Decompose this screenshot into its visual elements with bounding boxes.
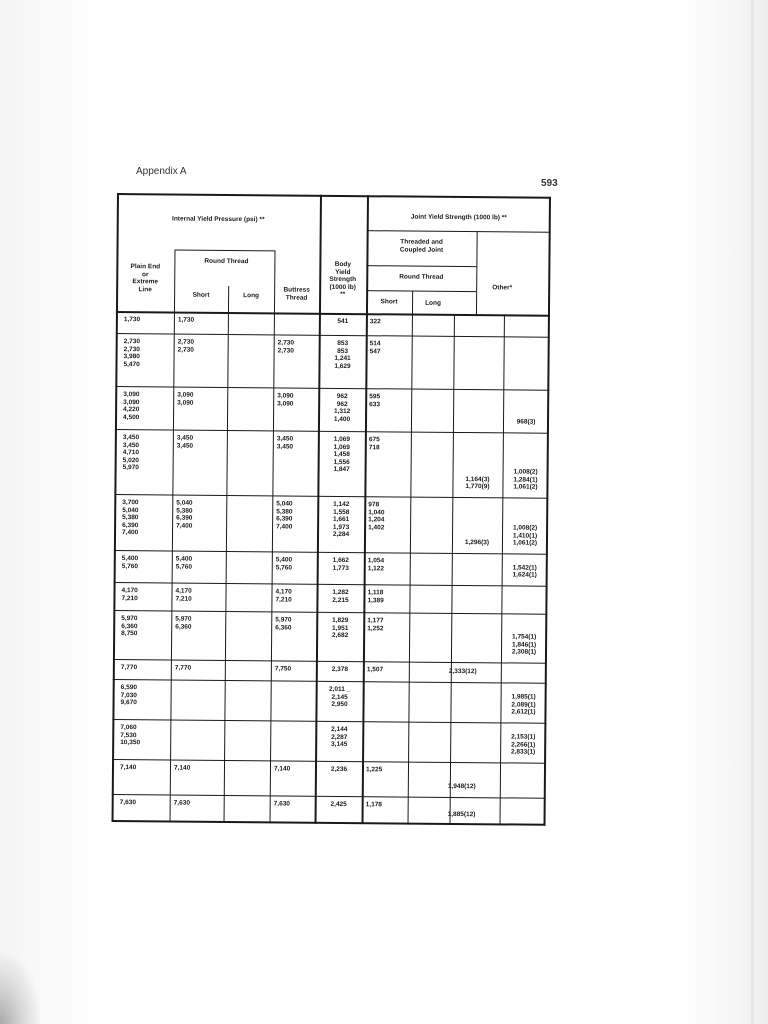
header-threaded-coupled: Threaded and Coupled Joint: [399, 238, 444, 254]
col-rule-short: [170, 250, 176, 823]
cell-short: 2,730 2,730: [177, 338, 195, 354]
cell-plain: 7,770: [120, 664, 138, 672]
cell-jshort: 675 718: [368, 436, 380, 451]
cell-buttress: 7,140: [273, 765, 291, 773]
cell-short: 7,770: [174, 664, 192, 672]
cell-plain: 3,700 5,040 5,380 6,390 7,400: [122, 499, 139, 537]
cell-plain: 3,090 3,090 4,220 4,500: [123, 391, 140, 421]
row-rule: [115, 386, 549, 391]
cell-body: 853 853 1,241 1,629: [334, 339, 351, 370]
cell-other2: 1,296(3): [464, 539, 490, 547]
cell-body: 2,011 _ 2,145 2,950: [328, 685, 351, 709]
cell-short: 5,040 5,380 6,390 7,400: [176, 499, 193, 530]
cell-plain: 6,590 7,030 9,670: [120, 684, 137, 707]
header-short: Short: [192, 291, 210, 299]
cell-buttress: 2,730 2,730: [277, 339, 295, 355]
cell-body: 2,378: [331, 665, 349, 674]
col-rule-buttress: [270, 250, 276, 823]
cell-short: 5,970 6,360: [175, 615, 192, 631]
row-rule: [112, 759, 546, 764]
row-rule: [114, 550, 548, 555]
cell-short: 4,170 7,210: [175, 587, 192, 603]
cell-buttress: 5,970 6,360: [275, 616, 292, 632]
cell-plain: 5,400 5,760: [121, 555, 139, 570]
header-jy-long: Long: [425, 299, 442, 307]
cell-buttress: 7,750: [274, 665, 292, 673]
row-rule: [113, 659, 547, 664]
cell-other1: 1,948(12): [447, 783, 476, 791]
cell-buttress: 4,170 7,210: [275, 588, 292, 604]
cell-body: 1,282 2,215: [332, 588, 349, 604]
row-rule: [113, 610, 547, 615]
cell-short: 5,400 5,760: [175, 555, 193, 571]
cell-other2: 1,164(3) 1,770(9): [465, 475, 490, 491]
row-rule: [114, 494, 548, 499]
cell-body: 2,425: [330, 800, 347, 809]
cell-short: 1,730: [177, 316, 195, 324]
cell-jshort: 514 547: [369, 340, 381, 355]
cell-plain: 4,170 7,210: [121, 587, 138, 602]
cell-body: 1,069 1,069 1,458 1,556 1,847: [333, 435, 351, 474]
col-rule-other1: [449, 314, 454, 825]
cell-other3: 1,008(2) 1,284(1) 1,061(2): [513, 468, 538, 492]
cell-other3: 1,754(1) 1,846(1) 2,308(1): [511, 633, 537, 657]
row-rule: [113, 679, 547, 684]
cell-jshort: 595 633: [369, 393, 381, 408]
row-rule: [114, 582, 548, 587]
row-rule: [112, 794, 546, 799]
header-buttress: Buttress Thread: [283, 286, 310, 302]
header-internal-yield: Internal Yield Pressure (psi) **: [171, 215, 265, 224]
row-rule: [112, 719, 546, 724]
header-joint-yield: Joint Yield Strength (1000 lb) **: [410, 213, 507, 222]
cell-buttress: 3,450 3,450: [276, 435, 294, 451]
cell-plain: 5,970 6,360 8,750: [121, 615, 138, 638]
cell-jshort: 1,507: [366, 666, 384, 674]
threaded-coupled-right-rule: [476, 231, 478, 316]
cell-short: 7,140: [173, 764, 191, 772]
cell-body: 2,144 2,287 3,145: [331, 725, 348, 749]
data-table: [112, 193, 551, 826]
cell-other1: 2,333(12): [448, 668, 477, 676]
cell-jshort: 1,178: [365, 801, 382, 809]
header-round-thread: Round Thread: [204, 257, 249, 266]
cell-plain: 3,450 3,450 4,710 5,020 5,970: [122, 434, 140, 472]
header-jy-round-thread: Round Thread: [399, 273, 444, 281]
cell-other3: 1,542(1) 1,624(1): [512, 564, 537, 580]
cell-buttress: 7,630: [273, 800, 290, 808]
cell-body: 1,142 1,558 1,661 1,973 2,284: [332, 500, 350, 539]
cell-jshort: 978 1,040 1,204 1,402: [368, 501, 385, 532]
row-rule: [116, 333, 550, 338]
threaded-coupled-rule: [366, 265, 476, 267]
cell-other3: 1,985(1) 2,089(1) 2,612(1): [511, 693, 536, 717]
col-rule-long: [224, 286, 230, 823]
row-rule: [115, 429, 549, 434]
cell-short: 3,450 3,450: [176, 434, 194, 450]
cell-body: 1,829 1,951 2,682: [331, 616, 349, 640]
cell-jshort: 1,225: [365, 766, 383, 774]
col-rule-jlong: [407, 291, 413, 825]
cell-plain: 7,140: [119, 764, 137, 772]
cell-jshort: 322: [369, 318, 381, 326]
cell-body: 541: [337, 317, 349, 326]
cell-buttress: 5,400 5,760: [275, 556, 293, 572]
page-edge-shadow: [751, 0, 754, 1024]
header-jy-short: Short: [380, 298, 398, 306]
header-plain-end: Plain End or Extreme Line: [130, 263, 161, 294]
jy-round-thread-rule: [366, 290, 476, 292]
page-number: 593: [541, 178, 558, 189]
header-other: Other*: [492, 284, 513, 292]
cell-plain: 1,730: [123, 316, 141, 324]
cell-other3: 1,008(2) 1,410(1) 1,061(2): [512, 524, 538, 548]
cell-plain: 7,630: [119, 799, 136, 807]
cell-jshort: 1,177 1,252: [367, 617, 384, 632]
cell-jshort: 1,118 1,389: [367, 589, 384, 604]
cell-short: 3,090 3,090: [177, 391, 194, 407]
corner-shadow: [0, 954, 40, 1024]
cell-body: 1,662 1,773: [332, 556, 349, 572]
cell-jshort: 1,054 1,122: [367, 557, 385, 572]
cell-plain: 7,060 7,530 10,350: [120, 724, 141, 747]
cell-buttress: 3,090 3,090: [277, 392, 294, 408]
header-long: Long: [243, 292, 260, 300]
appendix-label: Appendix A: [136, 166, 187, 177]
header-body-yield: Body Yield Strength (1000 lb) **: [329, 260, 357, 299]
joint-yield-sub-rule: [367, 230, 551, 233]
cell-other3: 2,153(1) 2,266(1) 2,833(1): [510, 733, 536, 757]
cell-short: 7,630: [173, 799, 190, 807]
cell-buttress: 5,040 5,380 6,390 7,400: [276, 500, 293, 531]
cell-body: 962 962 1,312 1,400: [333, 392, 351, 423]
round-thread-rule: [175, 250, 275, 252]
cell-plain: 2,730 2,730 3,980 5,470: [123, 338, 141, 368]
cell-body: 2,236: [330, 765, 348, 774]
cell-other1: 1,885(12): [447, 811, 476, 819]
cell-other3: 968(3): [516, 418, 536, 427]
